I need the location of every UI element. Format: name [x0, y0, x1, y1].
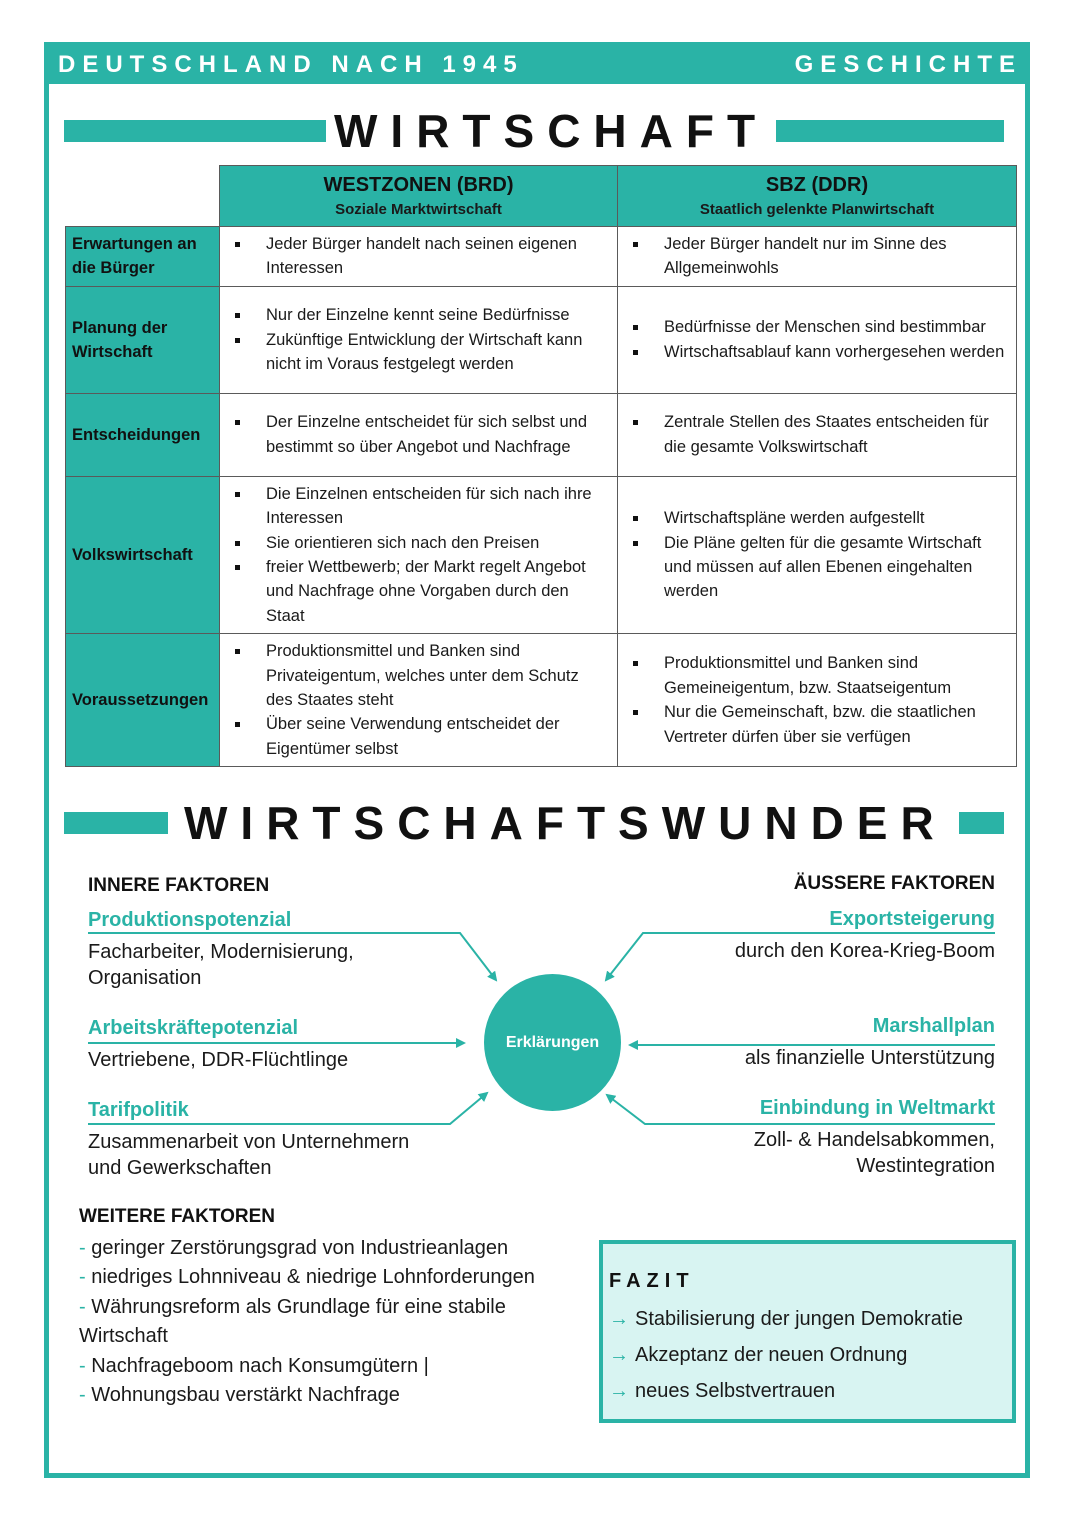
row-label: Entscheidungen [66, 393, 220, 476]
list-item: → neues Selbstvertrauen [609, 1380, 836, 1402]
row-label: Voraussetzungen [66, 634, 220, 767]
row-label: Volkswirtschaft [66, 476, 220, 633]
outer-factors-heading: ÄUSSERE FAKTOREN [793, 873, 995, 894]
factor-title-produktion: Produktionspotenzial [88, 909, 292, 931]
column-subtitle-west: Soziale Marktwirtschaft [335, 201, 502, 218]
list-item: Wirtschaft [79, 1325, 168, 1348]
column-title-east: SBZ (DDR) [765, 174, 869, 196]
fazit-box [599, 1240, 1016, 1423]
list-item: Zukünftige Entwicklung der Wirtschaft kann nicht im Voraus festgelegt werden [266, 328, 609, 377]
center-label: Erklärungen [505, 1033, 600, 1051]
list-item: Über seine Verwendung entscheidet der Eigentümer selbst [266, 712, 609, 761]
column-title-west: WESTZONEN (BRD) [323, 174, 514, 196]
weitere-faktoren-list [79, 1234, 599, 1410]
inner-factors-heading: INNERE FAKTOREN [88, 875, 270, 896]
center-circle [484, 974, 621, 1111]
factor-title-tarif: Tarifpolitik [88, 1099, 189, 1121]
weitere-faktoren-heading: WEITERE FAKTOREN [79, 1206, 275, 1227]
list-item: - Währungsreform als Grundlage für eine stabile [79, 1295, 506, 1318]
list-item: Sie orientieren sich nach den Preisen [266, 531, 609, 555]
list-item: Nur die Gemeinschaft, bzw. die staatlichen Vertreter dürfen über sie verfügen [664, 700, 1008, 749]
factor-title-arbeitskraefte: Arbeitskräftepotenzial [88, 1017, 299, 1039]
list-item: Nur der Einzelne kennt seine Bedürfnisse [266, 303, 609, 327]
list-item: Die Pläne gelten für die gesamte Wirtschaft und müssen auf allen Ebenen eingehalten werden [664, 531, 1008, 604]
factor-desc-marshall: als finanzielle Unterstützung [744, 1047, 995, 1069]
list-item: - Wohnungsbau verstärkt Nachfrage [79, 1384, 400, 1407]
list-item: Bedürfnisse der Menschen sind bestimmbar [664, 315, 1008, 339]
list-item: Der Einzelne entscheidet für sich selbst und bestimmt so über Angebot und Nachfrage [266, 410, 609, 459]
factor-desc-line: Facharbeiter, Modernisierung, [88, 941, 354, 963]
factor-desc-tarif [88, 1129, 409, 1181]
list-item: Produktionsmittel und Banken sind Privateigentum, welches unter dem Schutz des Staates steht [266, 639, 609, 712]
list-item: Wirtschaftspläne werden aufgestellt [664, 506, 1008, 530]
factor-desc-line: Zusammenarbeit von Unternehmern [88, 1131, 410, 1153]
factor-desc-produktion [88, 939, 354, 991]
list-item: → Stabilisierung der jungen Demokratie [609, 1308, 963, 1330]
subject-label: GESCHICHTE [794, 51, 1022, 78]
heading-wirtschaftswunder-text: WIRTSCHAFTSWUNDER [184, 797, 947, 849]
factor-desc-arbeitskraefte: Vertriebene, DDR-Flüchtlinge [88, 1049, 349, 1071]
factor-desc-line: Organisation [88, 967, 202, 989]
column-subtitle-east: Staatlich gelenkte Planwirtschaft [699, 201, 935, 218]
list-item: - niedriges Lohnniveau & niedrige Lohnforderungen [79, 1266, 535, 1289]
factor-title-marshall: Marshallplan [872, 1015, 995, 1037]
factor-desc-weltmarkt [754, 1127, 995, 1179]
factor-title-weltmarkt: Einbindung in Weltmarkt [759, 1097, 995, 1119]
list-item: Zentrale Stellen des Staates entscheiden für die gesamte Volkswirtschaft [664, 410, 1008, 459]
factor-desc-export: durch den Korea-Krieg-Boom [734, 940, 995, 962]
list-item: Produktionsmittel und Banken sind Gemeineigentum, bzw. Staatseigentum [664, 651, 1008, 700]
factor-title-export: Exportsteigerung [829, 908, 995, 930]
list-item: - geringer Zerstörungsgrad von Industrieanlagen [79, 1237, 509, 1259]
list-item: Jeder Bürger handelt nach seinen eigenen Interessen [266, 232, 609, 281]
arrow-right-icon: → [609, 1308, 629, 1330]
row-label: Erwartungen an die Bürger [66, 227, 220, 287]
list-item: Die Einzelnen entscheiden für sich nach ihre Interessen [266, 482, 609, 531]
arrow-right-icon: → [609, 1380, 629, 1402]
list-item: Jeder Bürger handelt nur im Sinne des Allgemeinwohls [664, 232, 1008, 281]
list-item: Wirtschaftsablauf kann vorhergesehen werden [664, 340, 1008, 364]
list-item: → Akzeptanz der neuen Ordnung [609, 1344, 908, 1366]
fazit-heading: FAZIT [609, 1270, 695, 1292]
list-item: - Nachfrageboom nach Konsumgütern | [79, 1354, 429, 1377]
factor-desc-line: Westintegration [856, 1155, 995, 1177]
topic-label: DEUTSCHLAND NACH 1945 [58, 51, 524, 78]
list-item: freier Wettbewerb; der Markt regelt Angebot und Nachfrage ohne Vorgaben durch den Staat [266, 555, 609, 628]
row-label: Planung der Wirtschaft [66, 286, 220, 393]
factor-desc-line: Zoll- & Handelsabkommen, [753, 1129, 995, 1151]
arrow-right-icon: → [609, 1344, 629, 1366]
heading-wirtschaft-text: WIRTSCHAFT [334, 105, 769, 157]
fazit-list [609, 1301, 963, 1409]
factor-desc-line: und Gewerkschaften [88, 1157, 272, 1179]
